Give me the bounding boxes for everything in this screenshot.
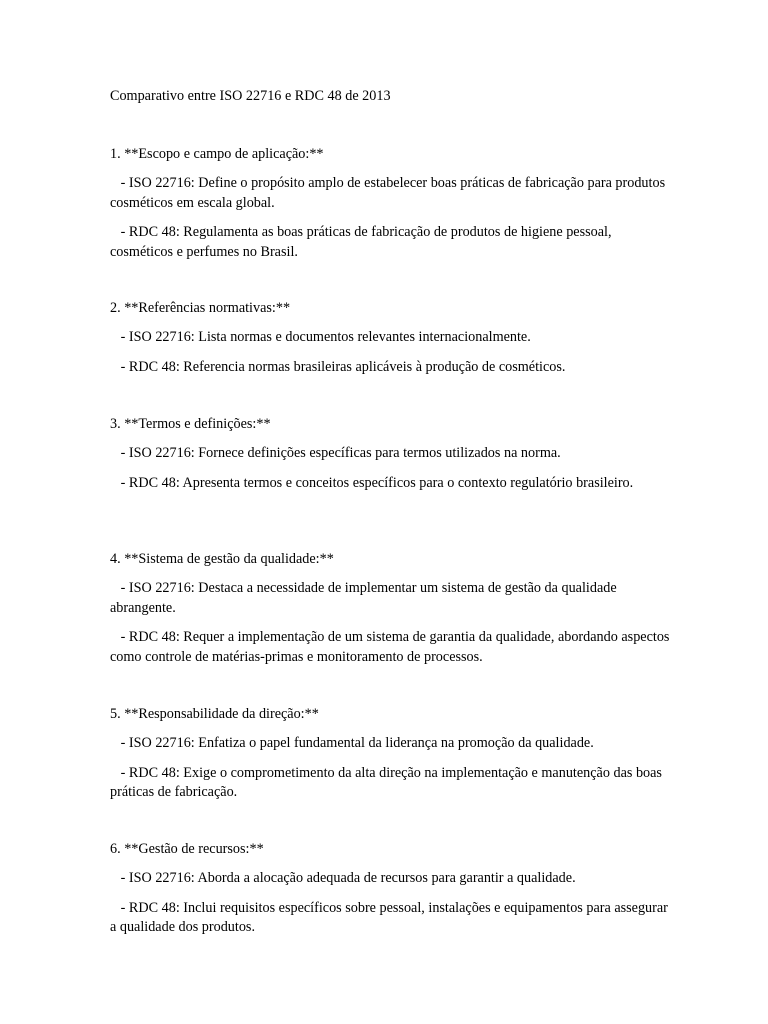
section-heading: 5. **Responsabilidade da direção:** <box>110 706 319 722</box>
section-item-rdc: - RDC 48: Regulamenta as boas práticas de fabricação de produtos de higiene pessoal, cosméticos e perfumes no Brasil. <box>110 224 612 260</box>
section-item-iso: - ISO 22716: Define o propósito amplo de estabelecer boas práticas de fabricação para produtos cosméticos em escala global. <box>110 175 666 211</box>
section-heading: 3. **Termos e definições:** <box>110 416 271 432</box>
section-3 <box>110 414 670 493</box>
section-heading: 4. **Sistema de gestão da qualidade:** <box>110 551 334 567</box>
section-heading: 2. **Referências normativas:** <box>110 300 291 316</box>
section-item-iso: - ISO 22716: Lista normas e documentos relevantes internacionalmente. <box>120 329 531 345</box>
section-item-rdc: - RDC 48: Referencia normas brasileiras aplicáveis à produção de cosméticos. <box>120 358 566 375</box>
section-heading: 1. **Escopo e campo de aplicação:** <box>110 146 324 162</box>
section-6 <box>110 839 670 938</box>
section-heading: 6. **Gestão de recursos:** <box>110 841 264 857</box>
section-item-iso: - ISO 22716: Enfatiza o papel fundamental da liderança na promoção da qualidade. <box>120 735 594 751</box>
section-5 <box>110 704 670 803</box>
section-2 <box>110 298 670 377</box>
section-item-iso: - ISO 22716: Aborda a alocação adequada de recursos para garantir a qualidade. <box>120 870 576 886</box>
section-1 <box>110 144 670 262</box>
section-item-rdc: - RDC 48: Exige o comprometimento da alta direção na implementação e manutenção das boas práticas de fabricação. <box>110 764 662 800</box>
section-item-rdc: - RDC 48: Inclui requisitos específicos sobre pessoal, instalações e equipamentos para assegurar a qualidade dos produtos. <box>110 899 668 935</box>
section-item-rdc: - RDC 48: Apresenta termos e conceitos específicos para o contexto regulatório brasileiro. <box>120 474 634 491</box>
section-item-iso: - ISO 22716: Destaca a necessidade de implementar um sistema de gestão da qualidade abrangente. <box>110 580 617 616</box>
document-title: Comparativo entre ISO 22716 e RDC 48 de 2013 <box>110 88 391 104</box>
section-item-iso: - ISO 22716: Fornece definições específicas para termos utilizados na norma. <box>120 445 561 461</box>
section-4 <box>110 549 670 667</box>
section-item-rdc: - RDC 48: Requer a implementação de um sistema de garantia da qualidade, abordando aspectos como controle de matérias-primas e monitoramento de processos. <box>110 629 670 665</box>
